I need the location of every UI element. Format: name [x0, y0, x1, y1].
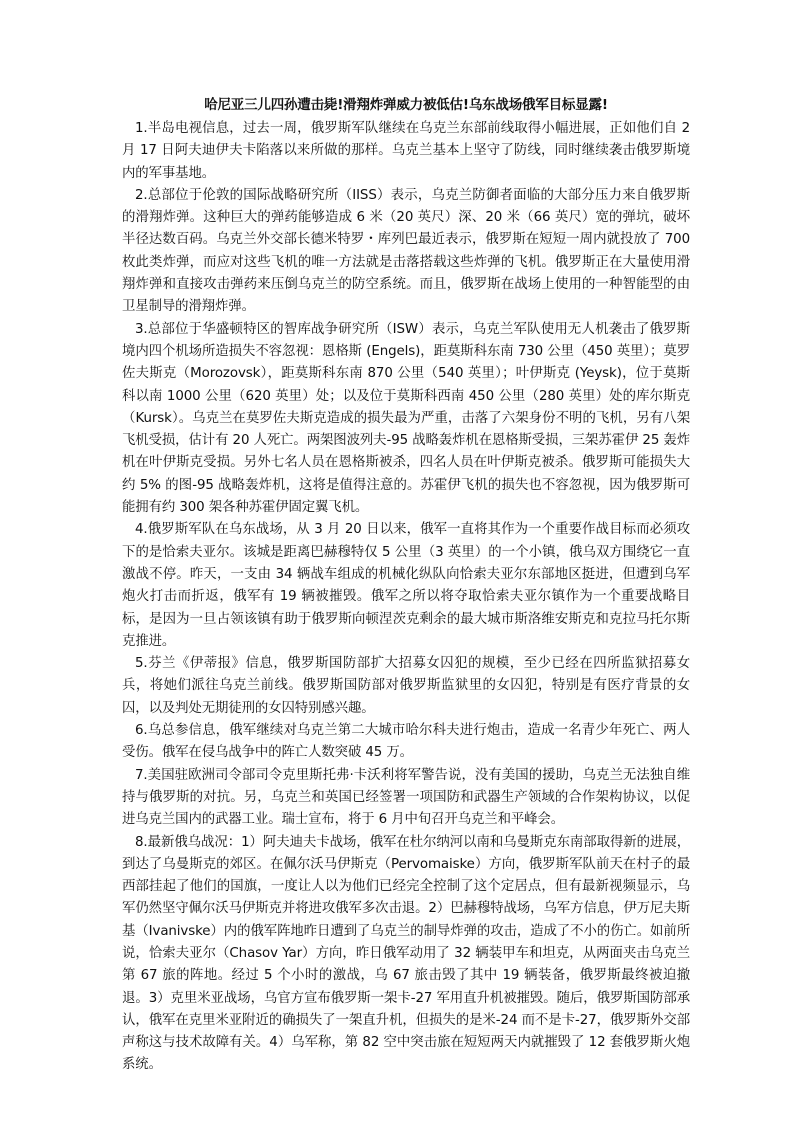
paragraph-4: 4.俄罗斯军队在乌东战场，从 3 月 20 日以来，俄军一直将其作为一个重要作战目标而必须攻下的是恰索夫亚尔。该城是距离巴赫穆特仅 5 公里（3 英里）的一个小镇，俄乌双方围绕它一直激战不停。昨天，一支由 34 辆战车组成的机械化纵队向恰索夫亚尔东部地区挺进，但遭到乌军炮火打击而折返，俄军有 19 辆被摧毁。俄军之所以将夺取恰索夫亚尔镇作为一个重要战略目标，是因为一旦占领该镇有助于俄罗斯向顿涅茨克剩余的最大城市斯洛维安斯克和克拉马托尔斯克推进。: [122, 522, 690, 649]
document-page: [122, 96, 690, 1077]
paragraph-7: 7.美国驻欧洲司令部司令克里斯托弗·卡沃利将军警告说，没有美国的援助，乌克兰无法独自维持与俄罗斯的对抗。另，乌克兰和英国已经签署一项国防和武器生产领域的合作架构协议，以促进乌克兰国内的武器工业。瑞士宣布，将于 6 月中旬召开乌克兰和平峰会。: [122, 767, 690, 828]
document-title: 哈尼亚三儿四孙遭击毙!滑翔炸弹威力被低估!乌东战场俄军目标显露!: [204, 97, 608, 113]
paragraph-5: 5.芬兰《伊蒂报》信息，俄罗斯国防部扩大招募女囚犯的规模，至少已经在四所监狱招募女兵，将她们派往乌克兰前线。俄罗斯国防部对俄罗斯监狱里的女囚犯，特别是有医疗背景的女囚，以及判处无期徒刑的女囚特别感兴趣。: [122, 656, 690, 716]
paragraph-3: 3.总部位于华盛顿特区的智库战争研究所（ISW）表示，乌克兰军队使用无人机袭击了俄罗斯境内四个机场所造损失不容忽视：恩格斯 (Engels)，距莫斯科东南 730 公里（450 英里）；莫罗佐夫斯克（Morozovsk），距莫斯科东南 870 公里（540 英里）；叶伊斯克 (Yeysk)，位于莫斯科以南 1000 公里（620 英里）处；以及位于莫斯科西南 450 公里（280 英里）处的库尔斯克（Kursk）。乌克兰在莫罗佐夫斯克造成的损失最为严重，击落了六架身份不明的飞机，另有八架飞机受损，估计有 20 人死亡。两架图波列夫-95 战略轰炸机在恩格斯受损，三架苏霍伊 25 轰炸机在叶伊斯克受损。另外七名人员在恩格斯被杀，四名人员在叶伊斯克被杀。俄罗斯可能损失大约 5% 的图-95 战略轰炸机，这将是值得注意的。苏霍伊飞机的损失也不容忽视，因为俄罗斯可能拥有约 300 架各种苏霍伊固定翼飞机。: [122, 321, 690, 516]
paragraph-2: 2.总部位于伦敦的国际战略研究所（IISS）表示，乌克兰防御者面临的大部分压力来自俄罗斯的滑翔炸弹。这种巨大的弹药能够造成 6 米（20 英尺）深、20 米（66 英尺）宽的弹坑，破坏半径达数百码。乌克兰外交部长德米特罗・库列巴最近表示，俄罗斯在短短一周内就投放了 700 枚此类炸弹，而应对这些飞机的唯一方法就是击落搭载这些炸弹的飞机。俄罗斯正在大量使用滑翔炸弹和直接攻击弹药来压倒乌克兰的防空系统。而且，俄罗斯在战场上使用的一种智能型的由卫星制导的滑翔炸弹。: [122, 187, 690, 315]
paragraph-6: 6.乌总参信息，俄军继续对乌克兰第二大城市哈尔科夫进行炮击，造成一名青少年死亡、两人受伤。俄军在侵乌战争中的阵亡人数突破 45 万。: [122, 723, 690, 761]
paragraph-8: 8.最新俄乌战况：1）阿夫迪夫卡战场，俄军在杜尔纳河以南和乌曼斯克东南部取得新的进展，到达了乌曼斯克的郊区。在佩尔沃马伊斯克（Pervomaiske）方向，俄罗斯军队前天在村子的最西部挂起了他们的国旗，一度让人以为他们已经完全控制了这个定居点，但有最新视频显示，乌军仍然坚守佩尔沃马伊斯克并将进攻俄军多次击退。2）巴赫穆特战场，乌军方信息，伊万尼夫斯基（Ivanivske）内的俄军阵地昨日遭到了乌克兰的制导炸弹的攻击，造成了不小的伤亡。如前所说，恰索夫亚尔（Chasov Yar）方向，昨日俄军动用了 32 辆装甲车和坦克，从两面夹击乌克兰第 67 旅的阵地。经过 5 个小时的激战，乌 67 旅击毁了其中 19 辆装备，俄罗斯最终被迫撤退。3）克里米亚战场，乌官方宣布俄罗斯一架卡-27 军用直升机被摧毁。随后，俄罗斯国防部承认，俄军在克里米亚附近的确损失了一架直升机，但损失的是米-24 而不是卡-27，俄罗斯外交部声称这与技术故障有关。4）乌军称，第 82 空中突击旅在短短两天内就摧毁了 12 套俄罗斯火炮系统。: [122, 834, 690, 1073]
paragraph-1: 1.半岛电视信息，过去一周，俄罗斯军队继续在乌克兰东部前线取得小幅进展，正如他们自 2 月 17 日阿夫迪伊夫卡陷落以来所做的那样。乌克兰基本上坚守了防线，同时继续袭击俄罗斯境内的军事基地。: [122, 121, 690, 181]
